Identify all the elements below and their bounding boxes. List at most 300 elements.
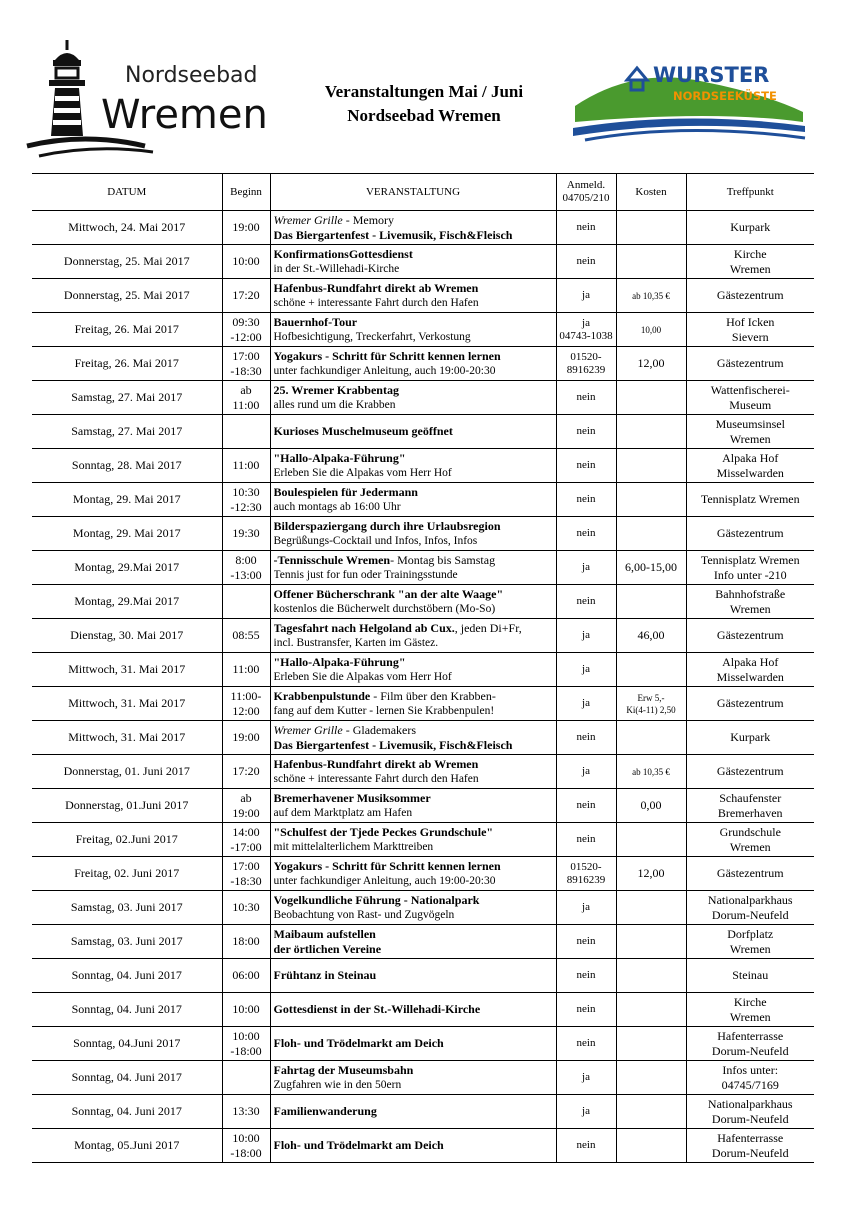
event-cell xyxy=(270,721,556,755)
event-cell xyxy=(270,381,556,415)
logo-left-line2: Wremen xyxy=(101,92,268,138)
meeting-point-line2: Dorum-Neufeld xyxy=(711,1111,789,1126)
event-title: -Tennisschule Wremen xyxy=(273,552,391,567)
meeting-point-line1: Museumsinsel xyxy=(715,416,785,431)
table-row xyxy=(32,789,814,823)
event-time xyxy=(222,585,270,619)
meeting-point-line1: Nationalparkhaus xyxy=(707,892,793,907)
event-description: Hofbesichtigung, Treckerfahrt, Verkostung xyxy=(273,330,471,343)
event-date: Freitag, 26. Mai 2017 xyxy=(32,347,222,381)
event-cell xyxy=(270,823,556,857)
event-time xyxy=(222,653,270,687)
event-time-start: ab xyxy=(240,382,252,397)
event-date: Samstag, 27. Mai 2017 xyxy=(32,415,222,449)
event-time-end: -12:00 xyxy=(230,329,262,344)
event-registration-value: nein xyxy=(576,1139,596,1151)
event-cost: ab 10,35 € xyxy=(632,766,670,777)
event-cell xyxy=(270,993,556,1027)
event-cell xyxy=(270,959,556,993)
meeting-point-line2: Sievern xyxy=(731,329,769,344)
event-title: Bilderspaziergang durch ihre Urlaubsregion xyxy=(273,518,501,533)
event-meeting-point xyxy=(686,1061,814,1095)
meeting-point-line1: Gästezentrum xyxy=(716,628,784,642)
event-cost-cell xyxy=(616,381,686,415)
col-header-meeting-point: Treffpunkt xyxy=(686,174,814,211)
meeting-point-line2: Wremen xyxy=(729,601,771,616)
col-header-registration xyxy=(556,174,616,211)
logo-right-line1: WURSTER xyxy=(653,63,770,87)
event-time-start: ab xyxy=(240,790,252,805)
event-meeting-point xyxy=(686,551,814,585)
event-time-start: 11:00- xyxy=(230,688,262,703)
event-time-start: 08:55 xyxy=(232,628,260,642)
event-time xyxy=(222,1027,270,1061)
event-registration-phone: 8916239 xyxy=(566,873,606,886)
event-cell xyxy=(270,1129,556,1163)
event-registration-value: nein xyxy=(576,1003,596,1015)
event-time-start: 19:30 xyxy=(232,526,260,540)
event-cell xyxy=(270,449,556,483)
event-time xyxy=(222,721,270,755)
event-cell xyxy=(270,653,556,687)
event-meeting-point xyxy=(686,823,814,857)
event-time-start: 17:00 xyxy=(232,858,260,873)
table-row xyxy=(32,415,814,449)
event-registration-value: nein xyxy=(576,459,596,471)
event-registration-value: nein xyxy=(576,969,596,981)
event-series: Wremer Grille xyxy=(273,722,343,737)
event-registration-value: nein xyxy=(576,935,596,947)
meeting-point-line1: Tennisplatz Wremen xyxy=(700,492,800,506)
event-cost-children: Ki(4-11) 2,50 xyxy=(626,704,676,715)
event-time-end: -18:30 xyxy=(230,363,262,378)
event-meeting-point xyxy=(686,313,814,347)
event-registration xyxy=(556,1129,616,1163)
event-description: Erleben Sie die Alpakas vom Herr Hof xyxy=(273,670,452,683)
event-registration xyxy=(556,789,616,823)
table-row xyxy=(32,891,814,925)
event-time xyxy=(222,211,270,245)
event-registration-value: ja xyxy=(582,561,590,573)
event-date: Donnerstag, 01.Juni 2017 xyxy=(32,789,222,823)
event-title: Frühtanz in Steinau xyxy=(273,968,377,982)
event-registration-value: nein xyxy=(576,255,596,267)
event-registration xyxy=(556,891,616,925)
event-description: Beobachtung von Rast- und Zugvögeln xyxy=(273,908,455,921)
event-title: KonfirmationsGottesdienst xyxy=(273,246,413,261)
event-registration xyxy=(556,993,616,1027)
event-registration xyxy=(556,959,616,993)
event-registration-value: nein xyxy=(576,425,596,437)
event-time-end: -13:00 xyxy=(230,567,262,582)
event-meeting-point xyxy=(686,245,814,279)
event-title: Hafenbus-Rundfahrt direkt ab Wremen xyxy=(273,756,479,771)
event-registration-value: ja xyxy=(582,629,590,641)
event-meeting-point xyxy=(686,279,814,313)
event-registration-value: nein xyxy=(576,799,596,811)
event-cost-cell xyxy=(616,959,686,993)
event-meeting-point xyxy=(686,415,814,449)
event-date: Montag, 29. Mai 2017 xyxy=(32,517,222,551)
event-registration-value: nein xyxy=(576,391,596,403)
event-time-start: 17:00 xyxy=(232,348,260,363)
event-registration-value: ja xyxy=(582,697,590,709)
event-time xyxy=(222,857,270,891)
event-date: Mittwoch, 31. Mai 2017 xyxy=(32,721,222,755)
event-registration xyxy=(556,483,616,517)
event-time xyxy=(222,517,270,551)
event-cell xyxy=(270,279,556,313)
event-date: Donnerstag, 01. Juni 2017 xyxy=(32,755,222,789)
event-meeting-point xyxy=(686,1027,814,1061)
event-cell xyxy=(270,517,556,551)
event-meeting-point xyxy=(686,585,814,619)
event-description: fang auf dem Kutter - lernen Sie Krabbenpulen! xyxy=(273,704,495,717)
event-registration-value: ja xyxy=(582,1071,590,1083)
event-registration xyxy=(556,517,616,551)
event-cost-cell xyxy=(616,1129,686,1163)
event-time xyxy=(222,449,270,483)
event-date: Freitag, 02. Juni 2017 xyxy=(32,857,222,891)
event-registration-value: nein xyxy=(576,527,596,539)
nordseebad-wremen-logo xyxy=(25,38,275,158)
event-date: Sonntag, 04. Juni 2017 xyxy=(32,1095,222,1129)
meeting-point-line1: Nationalparkhaus xyxy=(707,1096,793,1111)
event-cell xyxy=(270,857,556,891)
event-time-start: 18:00 xyxy=(232,934,260,948)
event-description: kostenlos die Bücherwelt durchstöbern (Mo-So) xyxy=(273,602,496,615)
event-cost-cell xyxy=(616,347,686,381)
meeting-point-line1: Kirche xyxy=(733,246,767,261)
event-meeting-point xyxy=(686,891,814,925)
meeting-point-line1: Grundschule xyxy=(719,824,781,839)
page-title xyxy=(290,80,558,128)
events-body xyxy=(32,211,814,1163)
event-description: unter fachkundiger Anleitung, auch 19:00-20:30 xyxy=(273,874,496,887)
event-time-start: 10:00 xyxy=(232,1130,260,1145)
event-cell xyxy=(270,687,556,721)
event-cell xyxy=(270,891,556,925)
col-header-date: DATUM xyxy=(32,174,222,211)
event-date: Montag, 29.Mai 2017 xyxy=(32,551,222,585)
event-title-extra: - Film über den Krabben- xyxy=(370,688,496,703)
event-registration xyxy=(556,1027,616,1061)
event-time-end: -18:00 xyxy=(230,1043,262,1058)
event-title: Bauernhof-Tour xyxy=(273,314,358,329)
event-cell xyxy=(270,1061,556,1095)
event-cost-cell xyxy=(616,415,686,449)
event-time-start: 19:00 xyxy=(232,220,260,234)
table-row xyxy=(32,279,814,313)
event-description: mit mittelalterlichem Markttreiben xyxy=(273,840,434,853)
table-row xyxy=(32,313,814,347)
event-cost: Erw 5,- xyxy=(637,692,665,703)
event-registration xyxy=(556,347,616,381)
event-cell xyxy=(270,483,556,517)
event-cell xyxy=(270,245,556,279)
event-time xyxy=(222,347,270,381)
event-cost-cell xyxy=(616,755,686,789)
table-row xyxy=(32,245,814,279)
event-time-end: 19:00 xyxy=(232,805,260,820)
event-time-start: 11:00 xyxy=(232,458,260,472)
event-time-start: 10:00 xyxy=(232,254,260,268)
event-cost: 12,00 xyxy=(637,356,665,370)
event-time-start: 14:00 xyxy=(232,824,260,839)
event-date: Montag, 05.Juni 2017 xyxy=(32,1129,222,1163)
lighthouse-icon xyxy=(25,38,275,158)
meeting-point-line1: Kurpark xyxy=(730,220,771,234)
event-time xyxy=(222,687,270,721)
event-registration-value: ja xyxy=(582,765,590,777)
event-meeting-point xyxy=(686,449,814,483)
event-description: auch montags ab 16:00 Uhr xyxy=(273,500,401,513)
event-date: Montag, 29.Mai 2017 xyxy=(32,585,222,619)
event-title: "Hallo-Alpaka-Führung" xyxy=(273,654,406,669)
logo-left-line1: Nordseebad xyxy=(125,63,258,88)
event-time xyxy=(222,959,270,993)
meeting-point-line2: Wremen xyxy=(729,1009,771,1024)
table-row xyxy=(32,925,814,959)
event-series: Wremer Grille xyxy=(273,212,343,227)
table-row xyxy=(32,1095,814,1129)
event-registration-value: nein xyxy=(576,731,596,743)
event-time xyxy=(222,789,270,823)
event-registration xyxy=(556,619,616,653)
event-cost: 10,00 xyxy=(640,324,662,335)
event-time-start: 8:00 xyxy=(235,552,257,567)
meeting-point-line1: Tennisplatz Wremen xyxy=(700,552,800,567)
event-registration-value: nein xyxy=(576,595,596,607)
meeting-point-line1: Gästezentrum xyxy=(716,764,784,778)
event-cost-cell xyxy=(616,1061,686,1095)
meeting-point-line2: Dorum-Neufeld xyxy=(711,1043,789,1058)
meeting-point-line2: Wremen xyxy=(729,261,771,276)
event-time xyxy=(222,279,270,313)
event-time xyxy=(222,1129,270,1163)
event-cell xyxy=(270,789,556,823)
event-meeting-point xyxy=(686,619,814,653)
event-time xyxy=(222,755,270,789)
event-date: Sonntag, 04. Juni 2017 xyxy=(32,959,222,993)
event-time-start: 13:30 xyxy=(232,1104,260,1118)
event-date: Mittwoch, 31. Mai 2017 xyxy=(32,687,222,721)
event-registration-value: nein xyxy=(576,833,596,845)
event-date: Samstag, 03. Juni 2017 xyxy=(32,925,222,959)
event-date: Samstag, 03. Juni 2017 xyxy=(32,891,222,925)
event-description: Begrüßungs-Cocktail und Infos, Infos, Infos xyxy=(273,534,478,547)
event-cost: 6,00-15,00 xyxy=(625,560,677,574)
event-time xyxy=(222,619,270,653)
event-meeting-point xyxy=(686,925,814,959)
event-cost-cell xyxy=(616,823,686,857)
meeting-point-line1: Alpaka Hof xyxy=(722,450,779,465)
meeting-point-line1: Schaufenster xyxy=(719,790,782,805)
event-date: Mittwoch, 31. Mai 2017 xyxy=(32,653,222,687)
event-registration-value: ja xyxy=(582,1105,590,1117)
event-registration xyxy=(556,449,616,483)
event-description: schöne + interessante Fahrt durch den Hafen xyxy=(273,772,479,785)
event-time xyxy=(222,1061,270,1095)
event-meeting-point xyxy=(686,1129,814,1163)
event-date: Freitag, 02.Juni 2017 xyxy=(32,823,222,857)
table-header-row xyxy=(32,174,814,211)
table-row xyxy=(32,755,814,789)
event-cost-cell xyxy=(616,483,686,517)
table-row xyxy=(32,585,814,619)
table-row xyxy=(32,551,814,585)
event-cost-cell xyxy=(616,517,686,551)
event-meeting-point xyxy=(686,211,814,245)
event-cost-cell xyxy=(616,313,686,347)
table-row xyxy=(32,1061,814,1095)
event-cost-cell xyxy=(616,245,686,279)
event-registration-phone: 8916239 xyxy=(566,363,606,376)
event-time-start: 10:30 xyxy=(232,484,260,499)
event-cell xyxy=(270,925,556,959)
meeting-point-line1: Hafenterrasse xyxy=(717,1130,784,1145)
event-date: Sonntag, 04. Juni 2017 xyxy=(32,993,222,1027)
table-row xyxy=(32,1027,814,1061)
logo-right-line2: NORDSEEKÜSTE xyxy=(673,89,777,103)
event-cell xyxy=(270,347,556,381)
meeting-point-line2: Dorum-Neufeld xyxy=(711,1145,789,1160)
table-row xyxy=(32,857,814,891)
event-subtitle: - Memory xyxy=(342,212,395,227)
meeting-point-line2: Wremen xyxy=(729,941,771,956)
event-registration xyxy=(556,313,616,347)
event-date: Mittwoch, 24. Mai 2017 xyxy=(32,211,222,245)
event-time xyxy=(222,483,270,517)
event-time-start: 19:00 xyxy=(232,730,260,744)
event-cost: ab 10,35 € xyxy=(632,290,670,301)
event-meeting-point xyxy=(686,1095,814,1129)
event-cell xyxy=(270,1095,556,1129)
event-cost-cell xyxy=(616,211,686,245)
meeting-point-line1: Infos unter: xyxy=(722,1062,779,1077)
event-time-start: 10:30 xyxy=(232,900,260,914)
event-description: unter fachkundiger Anleitung, auch 19:00-20:30 xyxy=(273,364,496,377)
event-date: Samstag, 27. Mai 2017 xyxy=(32,381,222,415)
meeting-point-line1: Dorfplatz xyxy=(727,926,774,941)
event-title: Floh- und Trödelmarkt am Deich xyxy=(273,1138,444,1152)
event-meeting-point xyxy=(686,347,814,381)
event-description: Das Biergartenfest - Livemusik, Fisch&Fleisch xyxy=(273,737,513,752)
col-header-event: VERANSTALTUNG xyxy=(270,174,556,211)
event-time-end: -17:00 xyxy=(230,839,262,854)
event-time xyxy=(222,925,270,959)
event-time xyxy=(222,313,270,347)
table-row xyxy=(32,687,814,721)
event-description: incl. Bustransfer, Karten im Gästez. xyxy=(273,636,439,649)
event-time-start: 10:00 xyxy=(232,1002,260,1016)
table-row xyxy=(32,653,814,687)
meeting-point-line2: Dorum-Neufeld xyxy=(711,907,789,922)
event-cost-cell xyxy=(616,687,686,721)
event-date: Freitag, 26. Mai 2017 xyxy=(32,313,222,347)
event-cell xyxy=(270,415,556,449)
event-registration xyxy=(556,653,616,687)
event-description: Zugfahren wie in den 50ern xyxy=(273,1078,402,1091)
event-cost-cell xyxy=(616,653,686,687)
meeting-point-line1: Gästezentrum xyxy=(716,288,784,302)
event-registration-value: nein xyxy=(576,493,596,505)
event-title: Offener Bücherschrank "an der alte Waage" xyxy=(273,586,504,601)
table-row xyxy=(32,381,814,415)
event-registration xyxy=(556,925,616,959)
col-header-time: Beginn xyxy=(222,174,270,211)
event-meeting-point xyxy=(686,789,814,823)
table-row xyxy=(32,211,814,245)
event-registration xyxy=(556,211,616,245)
event-registration xyxy=(556,381,616,415)
event-cost: 0,00 xyxy=(640,798,662,812)
event-meeting-point xyxy=(686,721,814,755)
event-time xyxy=(222,823,270,857)
event-description: Tennis just for fun oder Trainingsstunde xyxy=(273,568,458,581)
event-cost: 12,00 xyxy=(637,866,665,880)
meeting-point-line1: Gästezentrum xyxy=(716,696,784,710)
event-cell xyxy=(270,313,556,347)
event-title: Floh- und Trödelmarkt am Deich xyxy=(273,1036,444,1050)
event-date: Donnerstag, 25. Mai 2017 xyxy=(32,245,222,279)
event-registration-value: 01520- xyxy=(570,860,602,873)
event-registration xyxy=(556,585,616,619)
table-row xyxy=(32,517,814,551)
table-row xyxy=(32,449,814,483)
event-registration xyxy=(556,1095,616,1129)
event-title: Boulespielen für Jedermann xyxy=(273,484,418,499)
event-title: Familienwanderung xyxy=(273,1104,377,1118)
event-cell xyxy=(270,1027,556,1061)
event-title: Yogakurs - Schritt für Schritt kennen lernen xyxy=(273,858,501,873)
event-registration-value: 01520- xyxy=(570,350,602,363)
event-title: Hafenbus-Rundfahrt direkt ab Wremen xyxy=(273,280,479,295)
col-header-reg-line2: 04705/210 xyxy=(562,192,610,204)
meeting-point-line2: Museum xyxy=(729,397,772,412)
event-cost-cell xyxy=(616,993,686,1027)
event-date: Donnerstag, 25. Mai 2017 xyxy=(32,279,222,313)
event-title: "Schulfest der Tjede Peckes Grundschule" xyxy=(273,824,494,839)
event-description: alles rund um die Krabben xyxy=(273,398,396,411)
event-time xyxy=(222,381,270,415)
meeting-point-line1: Gästezentrum xyxy=(716,526,784,540)
event-registration xyxy=(556,415,616,449)
event-registration xyxy=(556,857,616,891)
event-registration xyxy=(556,823,616,857)
event-date: Dienstag, 30. Mai 2017 xyxy=(32,619,222,653)
house-icon xyxy=(627,68,647,80)
event-time-start: 17:20 xyxy=(232,288,260,302)
table-row xyxy=(32,721,814,755)
event-registration-phone: 04743-1038 xyxy=(559,329,613,342)
meeting-point-line1: Gästezentrum xyxy=(716,356,784,370)
event-title: "Hallo-Alpaka-Führung" xyxy=(273,450,406,465)
event-registration-value: nein xyxy=(576,1037,596,1049)
meeting-point-line2: 04745/7169 xyxy=(721,1077,779,1092)
table-row xyxy=(32,483,814,517)
title-line2: Nordseebad Wremen xyxy=(347,106,501,125)
event-meeting-point xyxy=(686,993,814,1027)
event-cost-cell xyxy=(616,1095,686,1129)
event-cost-cell xyxy=(616,619,686,653)
event-cell xyxy=(270,619,556,653)
event-registration xyxy=(556,245,616,279)
meeting-point-line2: Wremen xyxy=(729,839,771,854)
table-row xyxy=(32,823,814,857)
event-meeting-point xyxy=(686,381,814,415)
event-cell xyxy=(270,551,556,585)
